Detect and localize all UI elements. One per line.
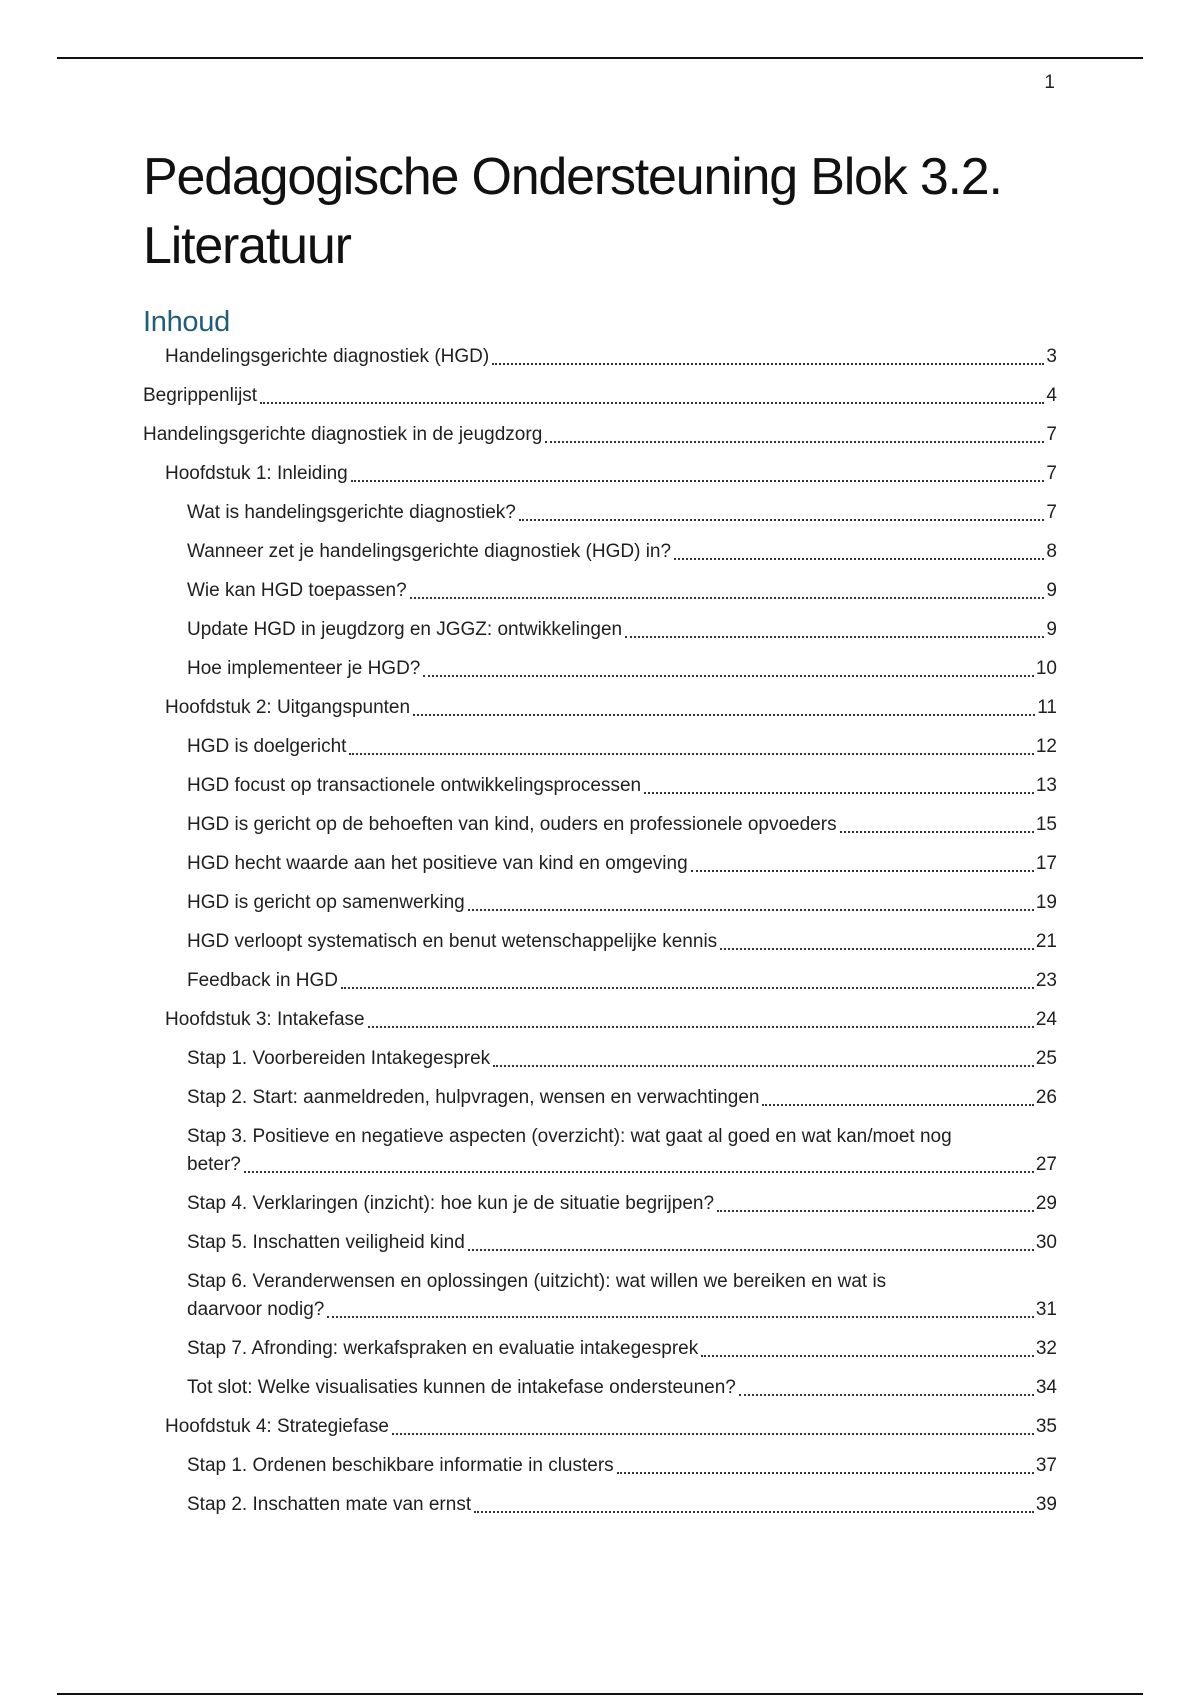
toc-dot-leader: [762, 1104, 1033, 1106]
document-title: Pedagogische Ondersteuning Blok 3.2. Literatuur: [143, 148, 1002, 275]
toc-entry[interactable]: [143, 382, 1057, 410]
toc-entry[interactable]: [187, 616, 1057, 644]
toc-entry[interactable]: [187, 1190, 1057, 1218]
toc-dot-leader: [840, 831, 1034, 833]
toc-entry-label: Stap 1. Ordenen beschikbare informatie in clusters: [187, 1455, 614, 1476]
toc-entry[interactable]: [165, 343, 1057, 371]
toc-entry-page: 37: [1035, 1455, 1057, 1476]
toc-entry-page: 39: [1035, 1494, 1057, 1515]
toc-entry-label-continued: daarvoor nodig?: [187, 1299, 325, 1320]
toc-dot-leader: [368, 1026, 1034, 1028]
toc-dot-leader: [617, 1472, 1034, 1474]
toc-entry[interactable]: [187, 538, 1057, 566]
toc-dot-leader: [341, 987, 1034, 989]
toc-entry[interactable]: [187, 967, 1057, 995]
toc-entry-page: 7: [1046, 424, 1057, 445]
toc-entry-page: 7: [1046, 463, 1057, 484]
toc-entry-page: 27: [1035, 1154, 1057, 1175]
toc-entry-page: 3: [1046, 346, 1057, 367]
toc-entry-label: Stap 3. Positieve en negatieve aspecten (overzicht): wat gaat al goed en wat kan/moet nog: [187, 1126, 952, 1147]
toc-dot-leader: [349, 753, 1033, 755]
toc-dot-leader: [625, 636, 1044, 638]
toc-entry-page: 25: [1035, 1048, 1057, 1069]
toc-entry[interactable]: [187, 811, 1057, 839]
toc-entry-label: Hoofdstuk 1: Inleiding: [165, 463, 348, 484]
toc-entry-page: 34: [1035, 1377, 1057, 1398]
toc-entry-label: HGD focust op transactionele ontwikkelingsprocessen: [187, 775, 642, 796]
toc-entry-page: 15: [1035, 814, 1057, 835]
toc-entry[interactable]: [165, 1413, 1057, 1441]
toc-entry-label: Wie kan HGD toepassen?: [187, 580, 407, 601]
toc-entry-page: 19: [1035, 892, 1057, 913]
toc-entry[interactable]: [187, 928, 1057, 956]
header-rule: [57, 57, 1143, 59]
footer-rule: [57, 1693, 1143, 1695]
toc-entry-label: Hoe implementeer je HGD?: [187, 658, 421, 679]
toc-entry[interactable]: [187, 889, 1057, 917]
table-of-contents: [0, 343, 1200, 1530]
toc-entry[interactable]: [187, 1123, 1057, 1179]
toc-entry-page: 9: [1046, 619, 1057, 640]
toc-entry-page: 4: [1046, 385, 1057, 406]
toc-dot-leader: [260, 402, 1044, 404]
toc-entry-label-continued: beter?: [187, 1154, 241, 1175]
toc-dot-leader: [468, 909, 1034, 911]
toc-dot-leader: [545, 441, 1044, 443]
toc-entry[interactable]: [187, 1084, 1057, 1112]
toc-entry-page: 32: [1035, 1338, 1057, 1359]
toc-dot-leader: [492, 363, 1044, 365]
toc-entry[interactable]: [187, 655, 1057, 683]
toc-entry-label: Stap 1. Voorbereiden Intakegesprek: [187, 1048, 491, 1069]
toc-dot-leader: [644, 792, 1034, 794]
toc-entry-label: Stap 5. Inschatten veiligheid kind: [187, 1232, 465, 1253]
toc-entry-label: Handelingsgerichte diagnostiek (HGD): [165, 346, 490, 367]
toc-entry[interactable]: [187, 850, 1057, 878]
toc-dot-leader: [720, 948, 1034, 950]
toc-dot-leader: [327, 1316, 1034, 1318]
toc-entry[interactable]: [187, 1229, 1057, 1257]
page-number: 1: [1044, 72, 1055, 93]
toc-entry-label: Hoofdstuk 2: Uitgangspunten: [165, 697, 411, 718]
toc-entry-label: HGD hecht waarde aan het positieve van kind en omgeving: [187, 853, 688, 874]
toc-entry-page: 10: [1035, 658, 1057, 679]
toc-entry-page: 31: [1035, 1299, 1057, 1320]
toc-dot-leader: [493, 1065, 1034, 1067]
toc-entry-label: Wanneer zet je handelingsgerichte diagnostiek (HGD) in?: [187, 541, 672, 562]
toc-entry-page: 35: [1035, 1416, 1057, 1437]
toc-dot-leader: [739, 1394, 1034, 1396]
toc-heading: Inhoud: [143, 306, 230, 338]
toc-dot-leader: [519, 519, 1045, 521]
toc-entry-label: Stap 4. Verklaringen (inzicht): hoe kun je de situatie begrijpen?: [187, 1193, 715, 1214]
toc-entry[interactable]: [165, 1006, 1057, 1034]
toc-entry-label: Stap 6. Veranderwensen en oplossingen (uitzicht): wat willen we bereiken en wat is: [187, 1271, 887, 1292]
toc-dot-leader: [691, 870, 1034, 872]
toc-entry-label: HGD is gericht op de behoeften van kind, ouders en professionele opvoeders: [187, 814, 837, 835]
toc-dot-leader: [392, 1433, 1034, 1435]
toc-entry-page: 13: [1035, 775, 1057, 796]
toc-dot-leader: [717, 1210, 1034, 1212]
toc-entry-label: Wat is handelingsgerichte diagnostiek?: [187, 502, 516, 523]
toc-entry-label: Tot slot: Welke visualisaties kunnen de intakefase ondersteunen?: [187, 1377, 736, 1398]
toc-entry[interactable]: [143, 421, 1057, 449]
toc-dot-leader: [244, 1171, 1034, 1173]
toc-entry-label: Stap 7. Afronding: werkafspraken en evaluatie intakegesprek: [187, 1338, 699, 1359]
toc-entry[interactable]: [187, 1491, 1057, 1519]
toc-entry-label: HGD verloopt systematisch en benut wetenschappelijke kennis: [187, 931, 718, 952]
toc-entry-label: Handelingsgerichte diagnostiek in de jeugdzorg: [143, 424, 543, 445]
toc-entry[interactable]: [187, 1452, 1057, 1480]
toc-entry-label: Stap 2. Inschatten mate van ernst: [187, 1494, 472, 1515]
toc-entry-page: 11: [1037, 697, 1057, 718]
toc-entry-page: 17: [1035, 853, 1057, 874]
toc-dot-leader: [468, 1249, 1034, 1251]
toc-entry[interactable]: [187, 577, 1057, 605]
toc-entry[interactable]: [187, 733, 1057, 761]
toc-entry-page: 29: [1035, 1193, 1057, 1214]
toc-entry[interactable]: [187, 499, 1057, 527]
toc-entry-page: 26: [1035, 1087, 1057, 1108]
toc-entry-page: 8: [1046, 541, 1057, 562]
toc-dot-leader: [474, 1511, 1034, 1513]
toc-entry-page: 24: [1035, 1009, 1057, 1030]
toc-dot-leader: [413, 714, 1035, 716]
toc-dot-leader: [674, 558, 1044, 560]
toc-entry-label: Stap 2. Start: aanmeldreden, hulpvragen, wensen en verwachtingen: [187, 1087, 760, 1108]
toc-entry[interactable]: [187, 1335, 1057, 1363]
toc-entry-label: Update HGD in jeugdzorg en JGGZ: ontwikkelingen: [187, 619, 623, 640]
toc-entry[interactable]: [187, 1374, 1057, 1402]
toc-entry-page: 30: [1035, 1232, 1057, 1253]
toc-entry[interactable]: [165, 694, 1057, 722]
toc-dot-leader: [423, 675, 1033, 677]
toc-entry-label: HGD is gericht op samenwerking: [187, 892, 465, 913]
toc-entry-page: 21: [1035, 931, 1057, 952]
toc-entry-label: HGD is doelgericht: [187, 736, 347, 757]
toc-entry-label: Hoofdstuk 3: Intakefase: [165, 1009, 365, 1030]
toc-entry-page: 9: [1046, 580, 1057, 601]
toc-entry[interactable]: [187, 772, 1057, 800]
toc-entry-label: Feedback in HGD: [187, 970, 339, 991]
toc-entry[interactable]: [187, 1268, 1057, 1324]
toc-entry[interactable]: [187, 1045, 1057, 1073]
toc-entry-label: Hoofdstuk 4: Strategiefase: [165, 1416, 389, 1437]
toc-dot-leader: [410, 597, 1045, 599]
toc-entry-label: Begrippenlijst: [143, 385, 258, 406]
toc-entry-page: 23: [1035, 970, 1057, 991]
toc-dot-leader: [701, 1355, 1034, 1357]
toc-entry-page: 7: [1046, 502, 1057, 523]
toc-entry-page: 12: [1035, 736, 1057, 757]
toc-entry[interactable]: [165, 460, 1057, 488]
toc-dot-leader: [351, 480, 1045, 482]
